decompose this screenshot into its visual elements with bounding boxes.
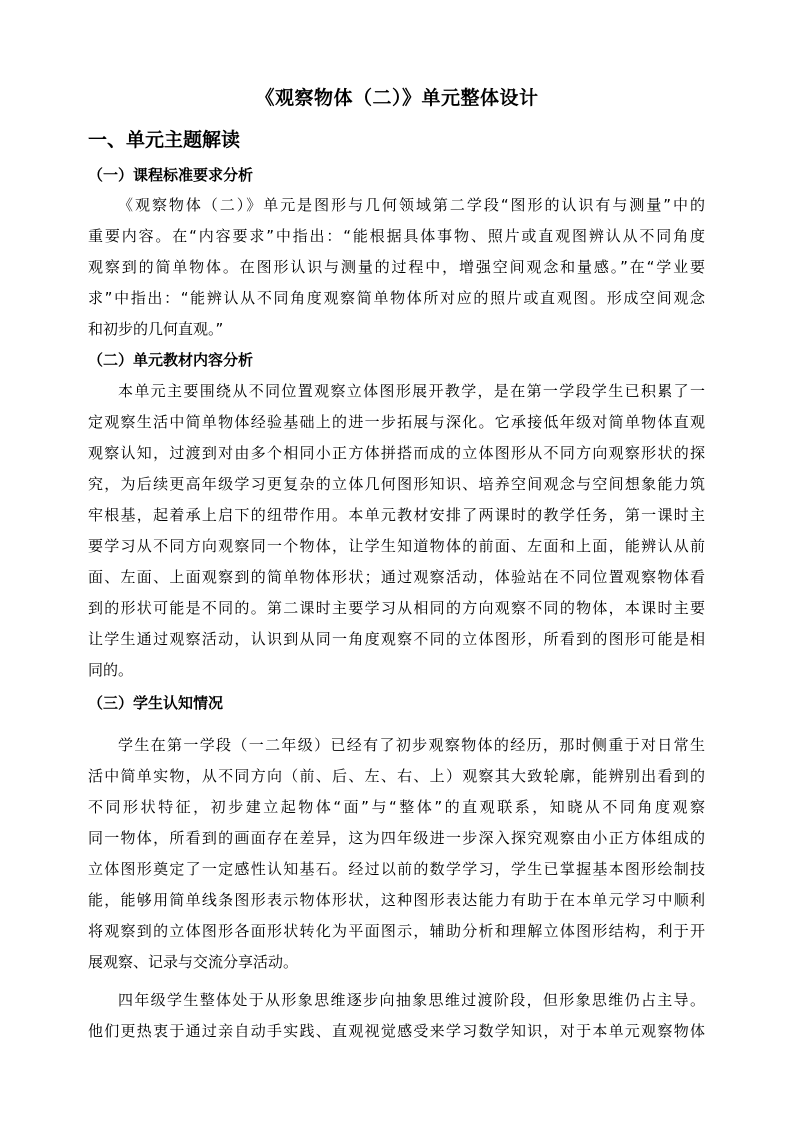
text-line: 活中简单实物，从不同方向（前、后、左、右、上）观察其大致轮廓，能辨别出看到的 — [88, 767, 705, 785]
text-line: 他们更热衷于通过亲自动手实践、直观视觉感受来学习数学知识，对于本单元观察物体 — [88, 1022, 705, 1040]
text-line: 面、左面、上面观察到的简单物体形状；通过观察活动，体验站在不同位置观察物体看 — [88, 568, 705, 586]
text-line: 观察认知，过渡到对由多个相同小正方体拼搭而成的立体图形从不同方向观察形状的探 — [88, 444, 705, 462]
paragraph-content — [88, 376, 705, 686]
text-line: 求”中指出：“能辨认从不同角度观察简单物体所对应的照片或直观图。形成空间观念 — [88, 289, 705, 307]
text-line: 和初步的几何直观。” — [88, 320, 224, 338]
text-line: 牢根基，起着承上启下的纽带作用。本单元教材安排了两课时的教学任务，第一课时主 — [88, 506, 705, 524]
text-line: 究，为后续更高年级学习更复杂的立体几何图形知识、培养空间观念与空间想象能力筑 — [88, 475, 705, 493]
document-title: 《观察物体（二）》单元整体设计 — [255, 87, 539, 109]
text-line: 《观察物体（二）》单元是图形与几何领域第二学段“图形的认识有与测量”中的 — [118, 196, 705, 214]
text-line: 观察到的简单物体。在图形认识与测量的过程中，增强空间观念和量感。”在“学业要 — [88, 258, 705, 276]
text-line: 同一物体，所看到的画面存在差异，这为四年级进一步深入探究观察由小正方体组成的 — [88, 829, 705, 847]
text-line: 本单元主要围绕从不同位置观察立体图形展开教学，是在第一学段学生已积累了一 — [118, 382, 705, 400]
text-line: 要学习从不同方向观察同一个物体，让学生知道物体的前面、左面和上面，能辨认从前 — [88, 537, 705, 555]
section-heading-unit-theme: 一、单元主题解读 — [88, 129, 241, 151]
paragraph-cognition-2 — [88, 985, 705, 1047]
text-line: 到的形状可能是不同的。第二课时主要学习从相同的方向观察不同的物体，本课时主要 — [88, 599, 705, 617]
text-line: 定观察生活中简单物体经验基础上的进一步拓展与深化。它承接低年级对简单物体直观 — [88, 413, 705, 431]
paragraph-cognition-1 — [88, 730, 705, 978]
text-line: 四年级学生整体处于从形象思维逐步向抽象思维过渡阶段，但形象思维仍占主导。 — [118, 991, 705, 1009]
text-line: 立体图形奠定了一定感性认知基石。经过以前的数学学习，学生已掌握基本图形绘制技 — [88, 860, 705, 878]
subsection-heading-curriculum: （一）课程标准要求分析 — [88, 166, 254, 184]
paragraph-curriculum — [88, 190, 705, 345]
subsection-heading-cognition: （三）学生认知情况 — [88, 694, 224, 712]
text-line: 重要内容。在“内容要求”中指出：“能根据具体事物、照片或直观图辨认从不同角度 — [88, 227, 705, 245]
text-line: 展观察、记录与交流分享活动。 — [88, 953, 299, 971]
text-line: 同的。 — [88, 661, 134, 679]
subsection-heading-content: （二）单元教材内容分析 — [88, 351, 254, 369]
text-line: 能，能够用简单线条图形表示物体形状，这种图形表达能力有助于在本单元学习中顺利 — [88, 891, 705, 909]
text-line: 将观察到的立体图形各面形状转化为平面图示，辅助分析和理解立体图形结构，利于开 — [88, 922, 705, 940]
text-line: 让学生通过观察活动，认识到从同一角度观察不同的立体图形，所看到的图形可能是相 — [88, 630, 705, 648]
text-line: 不同形状特征，初步建立起物体“面”与“整体”的直观联系，知晓从不同角度观察 — [88, 798, 705, 816]
text-line: 学生在第一学段（一二年级）已经有了初步观察物体的经历，那时侧重于对日常生 — [118, 736, 705, 754]
